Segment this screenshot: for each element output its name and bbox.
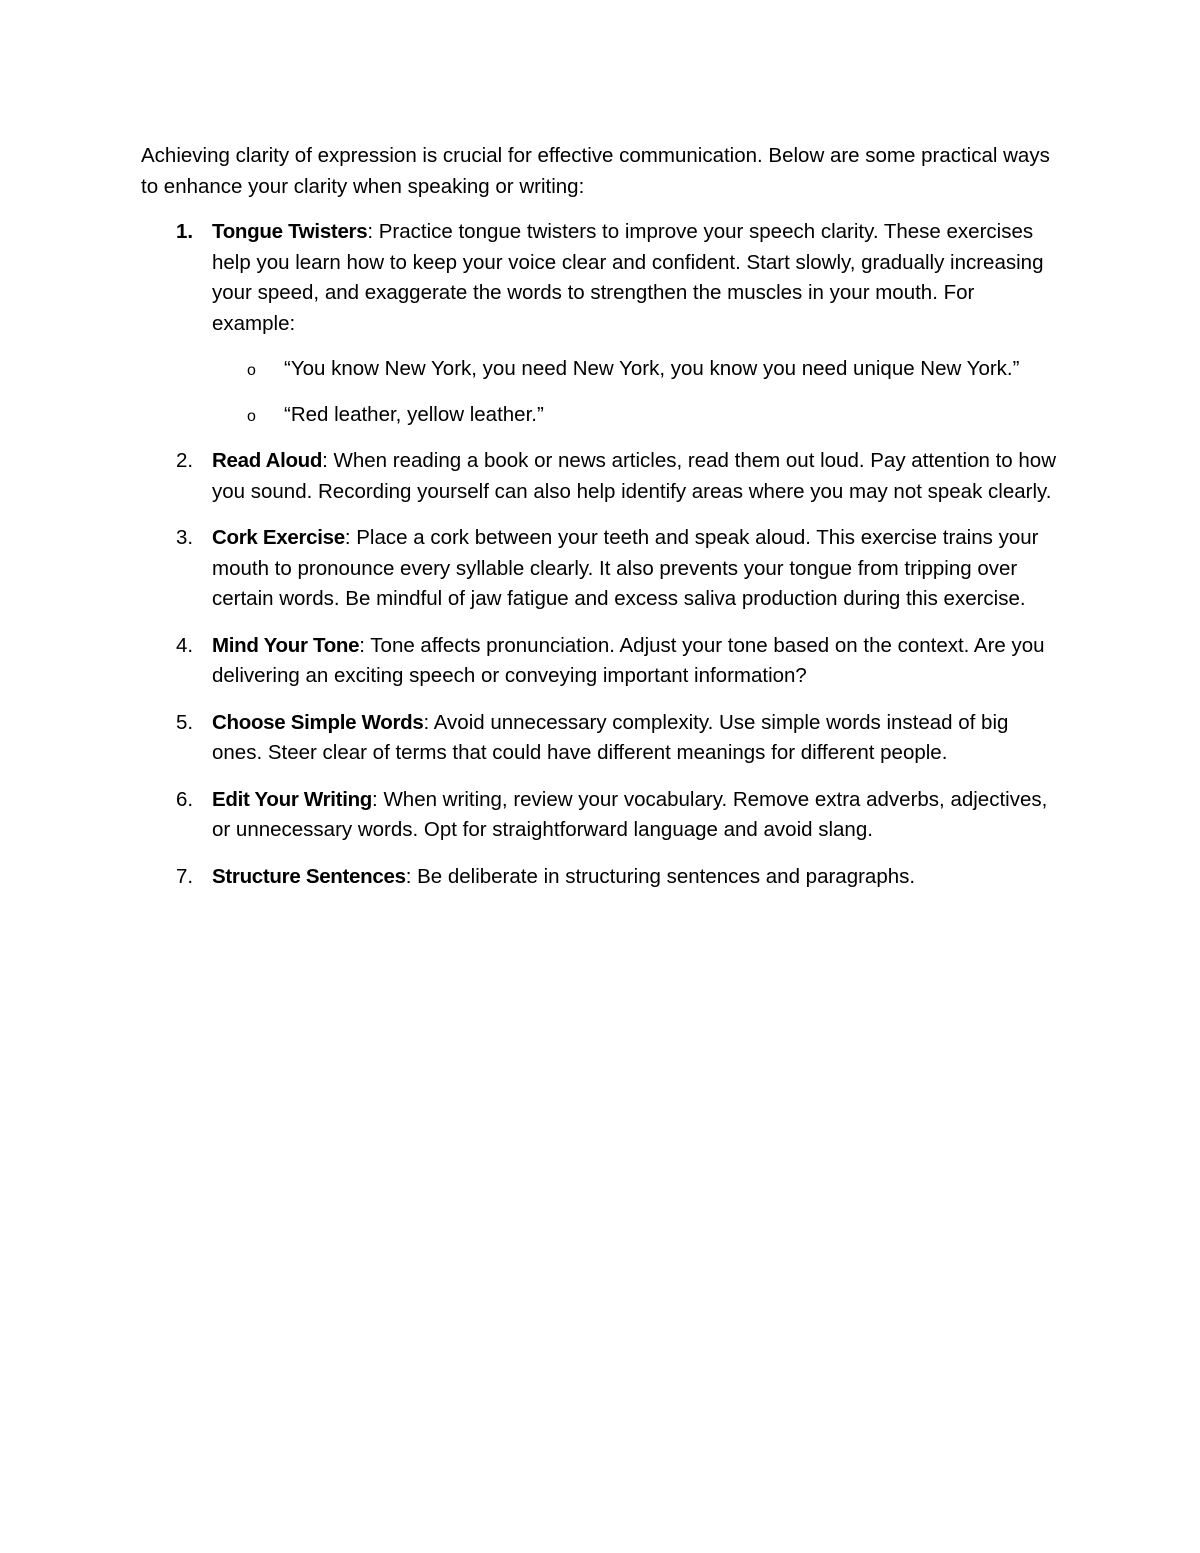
list-item-tongue-twisters	[141, 217, 1061, 430]
example-item	[141, 354, 1061, 385]
list-item-text: : When writing, review your vocabulary. Remove extra adverbs, adjectives, or unnecessary words. Opt for straightforward language and avoid slang.	[212, 787, 1048, 841]
example-text: “Red leather, yellow leather.”	[284, 402, 544, 426]
numbered-list	[141, 217, 1061, 892]
list-item-term: Tongue Twisters	[212, 220, 368, 243]
list-number: 4.	[176, 633, 194, 657]
list-number: 6.	[176, 787, 194, 811]
example-item	[141, 400, 1061, 431]
list-item-text: : Place a cork between your teeth and speak aloud. This exercise trains your mouth to pronounce every syllable clearly. It also prevents your tongue from tripping over certain words. Be mindful of jaw fatigue and excess saliva production during this exercise.	[212, 526, 1039, 610]
list-number: 7.	[176, 864, 194, 888]
example-list	[212, 354, 1061, 430]
list-item-edit-your-writing	[141, 785, 1061, 846]
list-item-term: Read Aloud	[212, 449, 323, 472]
list-item-structure-sentences	[141, 862, 1061, 893]
list-item-read-aloud	[141, 446, 1061, 507]
example-text: “You know New York, you need New York, you know you need unique New York.”	[284, 357, 1020, 380]
bullet-icon: o	[247, 407, 256, 425]
intro-paragraph: Achieving clarity of expression is crucial for effective communication. Below are some practical ways to enhance your clarity when speaking or writing:	[141, 144, 1050, 198]
list-item-choose-simple-words	[141, 708, 1061, 769]
list-item-term: Cork Exercise	[212, 526, 345, 549]
list-item-term: Mind Your Tone	[212, 633, 360, 657]
list-item-term: Structure Sentences	[212, 864, 406, 888]
list-number: 5.	[176, 710, 194, 734]
list-number: 2.	[176, 449, 194, 472]
list-number: 1.	[176, 220, 194, 243]
list-item-text: : Practice tongue twisters to improve your speech clarity. These exercises help you learn how to keep your voice clear and confident. Start slowly, gradually increasing your speed, and exaggerate the words to strengthen the muscles in your mouth. For example:	[212, 220, 1044, 335]
list-item-mind-your-tone	[141, 631, 1061, 692]
list-number: 3.	[176, 526, 194, 549]
list-item-text: : Avoid unnecessary complexity. Use simple words instead of big ones. Steer clear of terms that could have different meanings for different people.	[212, 710, 1009, 764]
list-item-cork-exercise	[141, 523, 1061, 615]
list-item-term: Edit Your Writing	[212, 787, 373, 811]
list-item-text: : When reading a book or news articles, read them out loud. Pay attention to how you sound. Recording yourself can also help identify areas where you may not speak clearly.	[212, 449, 1057, 503]
bullet-icon: o	[247, 362, 256, 379]
document-body	[141, 141, 1061, 908]
list-item-text: : Be deliberate in structuring sentences and paragraphs.	[405, 864, 916, 888]
list-item-text: : Tone affects pronunciation. Adjust your tone based on the context. Are you delivering an exciting speech or conveying important information?	[212, 633, 1045, 687]
list-item-term: Choose Simple Words	[212, 710, 424, 734]
